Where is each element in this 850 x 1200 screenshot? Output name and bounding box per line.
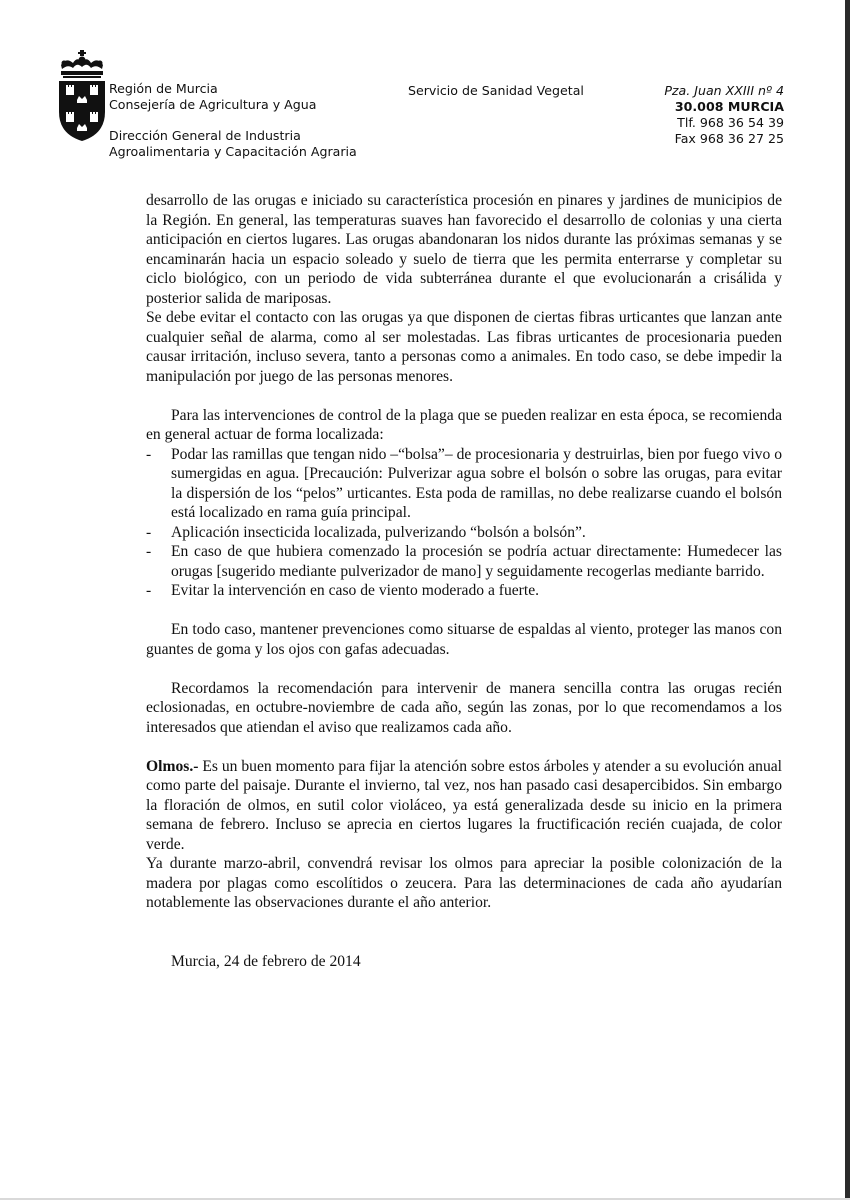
directorate-line-2: Agroalimentaria y Capacitación Agraria [109,144,357,159]
header-agency-block [109,81,316,113]
paragraph-reminder: Recordamos la recomendación para intervenir de manera sencilla contra las orugas recién eclosionadas, en octubre-noviembre de cada año, según las zonas, por lo que recomendamos a los interesados que atiendan el aviso que realizamos cada año. [146,679,782,736]
paragraph-olmos [146,757,782,855]
olmos-heading: Olmos.- [146,757,199,775]
paragraph-olmos-pests: Ya durante marzo-abril, convendrá revisar los olmos para apreciar la posible colonización de la madera por plagas como escolítidos o zeucera. Para las determinaciones de cada año ayudarían notablemente las observaciones durante el año anterior. [146,855,782,911]
list-item: - En caso de que hubiera comenzado la procesión se podría actuar directamente: Humedecer las orugas [sugerido mediante pulverizador de mano] y seguidamente recogerlas mediante barrido. [146,543,782,580]
region-name: Región de Murcia [109,81,218,96]
date-signature: Murcia, 24 de febrero de 2014 [171,952,361,970]
list-dash: - [146,523,152,541]
header-directorate-block [109,128,357,160]
directorate-line-1: Dirección General de Industria [109,128,301,143]
list-dash: - [146,582,152,599]
service-name: Servicio de Sanidad Vegetal [408,83,584,98]
paragraph-control-intro: Para las intervenciones de control de la plaga que se pueden realizar en esta época, se recomienda en general actuar de forma localizada: [146,406,782,443]
paragraph-procession: desarrollo de las orugas e iniciado su característica procesión en pinares y jardines de municipios de la Región. En general, las temperaturas suaves han favorecido el desarrollo de colonias y una cierta anticipación en ciertos lugares. Las orugas abandonaran los nidos durante las próximas semanas y se encaminarán hacia un espacio soleado y suelo de tierra que les permita enterrarse y completar su ciclo biológico, con un periodo de vida subterránea durante el que evolucionarán a crisálida y posterior salida de mariposas. [146,192,782,307]
phone-line: Tlf. 968 36 54 39 [677,115,784,130]
list-item: - Evitar la intervención en caso de viento moderado a fuerte. [146,582,540,599]
list-item: - Aplicación insecticida localizada, pulverizando “bolsón a bolsón”. [146,523,586,541]
paragraph-urticating-hairs: Se debe evitar el contacto con las orugas ya que disponen de ciertas fibras urticantes que lanzan ante cualquier señal de alarma, como al ser molestadas. Las fibras urticantes de procesionaria pueden causar irritación, incluso severa, tanto a personas como a animales. En todo caso, se debe impedir la manipulación por juego de las personas menores. [146,309,782,385]
city-line: 30.008 MURCIA [674,99,784,114]
list-dash: - [146,445,152,463]
list-item: - Podar las ramillas que tengan nido –“bolsa”– de procesionaria y destruirlas, bien por fuego vivo o sumergidas en agua. [Precaución: Pulverizar agua sobre el bolsón o sobre las orugas, para evitar la dispersión de los “pelos” urticantes. Esta poda de ramillas, no debe realizarse cuando el bolsón está localizado en rama guía principal. [146,445,782,521]
fax-line: Fax 968 36 27 25 [674,131,784,146]
address-line: Pza. Juan XXIII nº 4 [664,83,784,98]
header-contact-block [664,83,784,147]
paragraph-precautions: En todo caso, mantener prevenciones como situarse de espaldas al viento, proteger las manos con guantes de goma y los ojos con gafas adecuadas. [146,621,782,658]
control-measures-list [146,445,782,601]
page-edge-right [845,0,850,1200]
list-dash: - [146,543,152,560]
document-body [146,191,782,971]
ministry-name: Consejería de Agricultura y Agua [109,97,317,112]
olmos-text: Es un buen momento para fijar la atención sobre estos árboles y atender a su evolución anual como parte del paisaje. Durante el invierno, tal vez, nos han pasado casi desapercibidos. Sin embargo la floración de olmos, en sutil color violáceo, ya está generalizada desde su inicio en la primera semana de febrero. Incluso se aprecia en ciertos lugares la fructificación recién cuajada, de color verde. [146,757,782,853]
region-de-murcia-crest-icon [58,50,106,142]
